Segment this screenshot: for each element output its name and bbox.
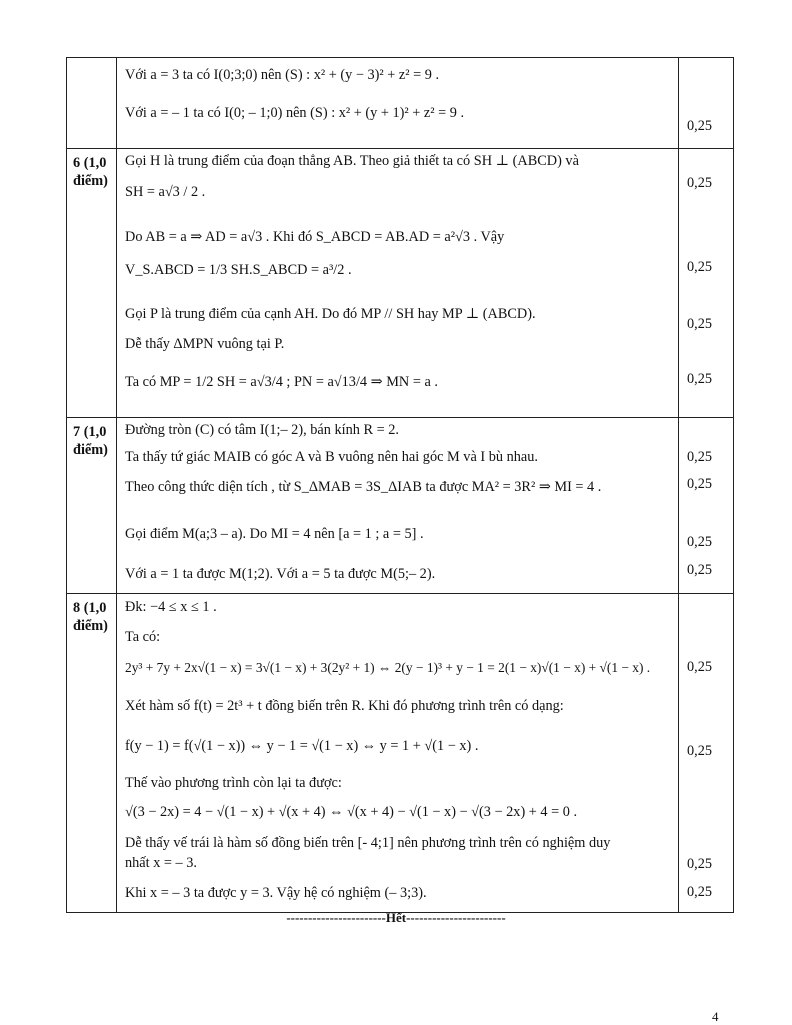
solution-line: √(3 − 2x) = 4 − √(1 − x) + √(x + 4) ⇔ √(x + 4) − √(1 − x) − √(3 − 2x) + 4 = 0 . xyxy=(125,804,578,820)
solution-line: SH = a√3 / 2 . xyxy=(125,184,206,200)
score-column xyxy=(679,58,734,149)
solution-line: Khi x = – 3 ta được y = 3. Vậy hệ có nghiệm (– 3;3). xyxy=(125,885,427,901)
solution-line: Ta thấy tứ giác MAIB có góc A và B vuông nên hai góc M và I bù nhau. xyxy=(125,449,538,465)
table-row xyxy=(67,594,734,913)
question-label: 7 (1,0 điểm) xyxy=(67,418,117,594)
score: 0,25 xyxy=(687,884,713,900)
solution-line: nhất x = – 3. xyxy=(125,855,197,871)
page-number: 4 xyxy=(712,1009,719,1024)
solution-line: Với a = – 1 ta có I(0; – 1;0) nên (S) : x² + (y + 1)² + z² = 9 . xyxy=(125,105,465,121)
solution-content xyxy=(117,58,679,149)
score: 0,25 xyxy=(687,316,713,332)
score: 0,25 xyxy=(687,856,713,872)
solution-line: Với a = 3 ta có I(0;3;0) nên (S) : x² + (y − 3)² + z² = 9 . xyxy=(125,67,440,83)
solution-content xyxy=(117,149,679,418)
score: 0,25 xyxy=(687,534,713,550)
question-label xyxy=(67,58,117,149)
score-column xyxy=(679,149,734,418)
solution-line: Với a = 1 ta được M(1;2). Với a = 5 ta được M(5;– 2). xyxy=(125,566,436,582)
solution-line: Gọi H là trung điểm của đoạn thẳng AB. Theo giả thiết ta có SH ⊥ (ABCD) và xyxy=(125,153,579,169)
solution-line: Thế vào phương trình còn lại ta được: xyxy=(125,775,342,791)
score: 0,25 xyxy=(687,259,713,275)
score: 0,25 xyxy=(687,659,713,675)
solution-content xyxy=(117,418,679,594)
table-row xyxy=(67,418,734,594)
score: 0,25 xyxy=(687,371,713,387)
solution-line: Xét hàm số f(t) = 2t³ + t đồng biến trên R. Khi đó phương trình trên có dạng: xyxy=(125,698,564,714)
solution-line: Đk: −4 ≤ x ≤ 1 . xyxy=(125,599,217,615)
solution-line: Ta có: xyxy=(125,629,161,645)
table-row xyxy=(67,149,734,418)
score-column xyxy=(679,418,734,594)
solution-line: V_S.ABCD = 1/3 SH.S_ABCD = a³/2 . xyxy=(125,262,352,278)
solution-line: Gọi điểm M(a;3 – a). Do MI = 4 nên [a = 1 ; a = 5] . xyxy=(125,526,424,542)
score: 0,25 xyxy=(687,562,713,578)
solution-table xyxy=(66,57,734,913)
solution-line: Đường tròn (C) có tâm I(1;– 2), bán kính R = 2. xyxy=(125,422,399,438)
solution-line: Gọi P là trung điểm của cạnh AH. Do đó MP // SH hay MP ⊥ (ABCD). xyxy=(125,306,536,322)
score: 0,25 xyxy=(687,449,713,465)
solution-content xyxy=(117,594,679,913)
solution-line: 2y³ + 7y + 2x√(1 − x) = 3√(1 − x) + 3(2y² + 1) ⇔ 2(y − 1)³ + y − 1 = 2(1 − x)√(1 − x) + √(1 − x) . xyxy=(125,660,651,675)
solution-line: Dễ thấy ΔMPN vuông tại P. xyxy=(125,336,285,352)
question-label: 6 (1,0 điểm) xyxy=(67,149,117,418)
solution-line: Theo công thức diện tích , từ S_ΔMAB = 3S_ΔIAB ta được MA² = 3R² ⇒ MI = 4 . xyxy=(125,479,602,495)
solution-line: Do AB = a ⇒ AD = a√3 . Khi đó S_ABCD = AB.AD = a²√3 . Vậy xyxy=(125,229,505,245)
score: 0,25 xyxy=(687,175,713,191)
score-column xyxy=(679,594,734,913)
score: 0,25 xyxy=(687,743,713,759)
solution-line: Ta có MP = 1/2 SH = a√3/4 ; PN = a√13/4 ⇒ MN = a . xyxy=(125,374,438,390)
question-label: 8 (1,0 điểm) xyxy=(67,594,117,913)
table-row xyxy=(67,58,734,149)
solution-line: Dễ thấy vế trái là hàm số đồng biến trên [- 4;1] nên phương trình trên có nghiệm duy xyxy=(125,835,611,851)
score: 0,25 xyxy=(687,476,713,492)
end-marker: -----------------------Hết----------------------- xyxy=(286,910,506,925)
solution-line: f(y − 1) = f(√(1 − x)) ⇔ y − 1 = √(1 − x) ⇔ y = 1 + √(1 − x) . xyxy=(125,738,479,754)
score: 0,25 xyxy=(687,118,713,134)
